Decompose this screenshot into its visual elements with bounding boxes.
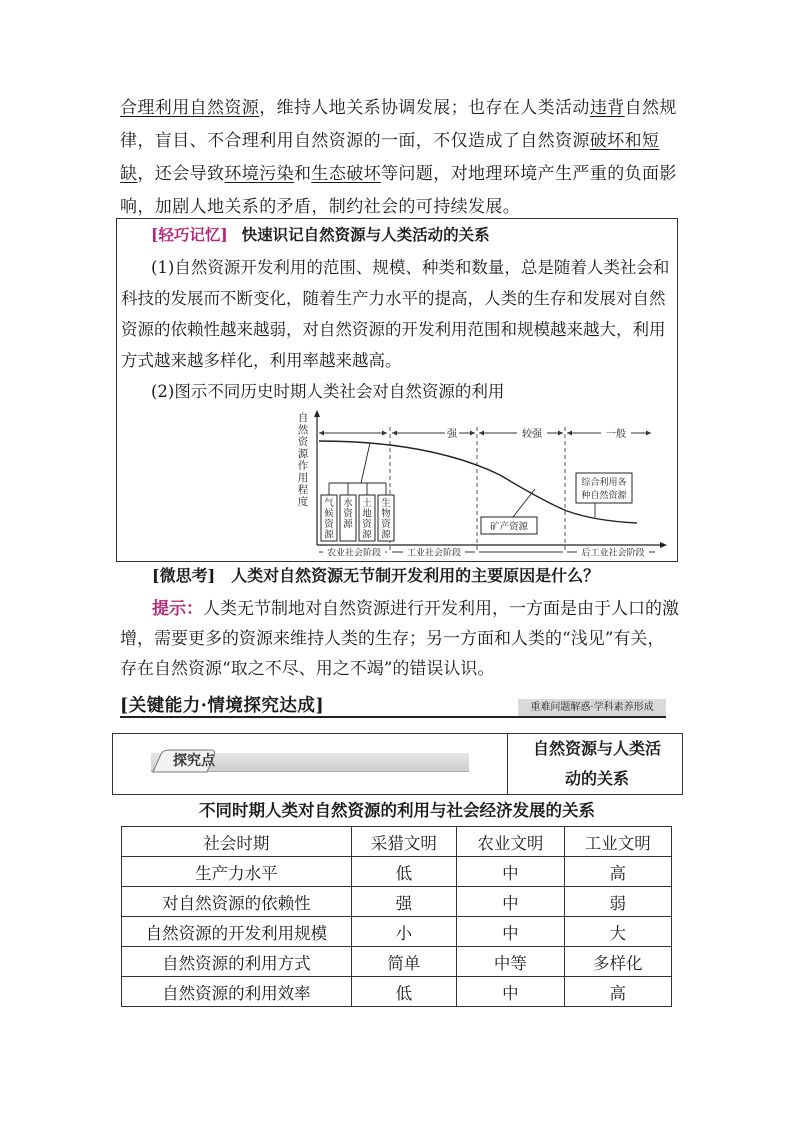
- table-cell: 大: [564, 917, 671, 947]
- table-cell: 高: [564, 977, 671, 1007]
- diagram-y-label: [298, 411, 309, 508]
- diagram-x-arrow: [660, 542, 667, 548]
- memory-tag: [轻巧记忆]: [151, 225, 228, 244]
- table-cell: 中: [457, 887, 564, 917]
- intro-seg-7: 和: [294, 164, 312, 184]
- diagram-y-label-char: 作: [297, 460, 309, 472]
- diagram-level-fairly-strong: 较强: [522, 429, 542, 440]
- diagram-y-label-char: 程: [297, 484, 309, 496]
- explore-box: [112, 733, 683, 795]
- hint-paragraph: [120, 594, 680, 684]
- memory-point-1: [121, 252, 673, 376]
- diagram-stage-agri: 农业社会阶段: [326, 548, 382, 557]
- table-cell: 中: [457, 857, 564, 887]
- table-row: [122, 857, 672, 887]
- hint-text: 人类无节制地对自然资源进行开发利用，一方面是由于人口的激增，需要更多的资源来维持人类的生存；另一方面和人类的“浅见”有关，存在自然资源“取之不尽、用之不竭”的错误认识。: [120, 599, 679, 679]
- table-row: [122, 887, 672, 917]
- table-row: [122, 977, 672, 1007]
- table-cell: 中等: [457, 947, 564, 977]
- diagram-stage-industrial: 工业社会阶段: [406, 548, 462, 557]
- table-cell: 中: [457, 977, 564, 1007]
- think-question-text: 人类对自然资源无节制开发利用的主要原因是什么？: [231, 566, 600, 585]
- hint-label: 提示：: [152, 599, 203, 619]
- table-header-cell: 采猎文明: [351, 827, 456, 857]
- memory-point-1-text: (1)自然资源开发利用的范围、规模、种类和数量，总是随着人类社会和科技的发展而不断变化，随着生产力水平的提高，人类的生存和发展对自然资源的依赖性越来越弱，对自然资源的开发利用范围和规模越来越大，利用方式越来越多样化，利用率越来越高。: [121, 258, 670, 370]
- intro-paragraph: [120, 92, 680, 224]
- table-title: 不同时期人类对自然资源的利用与社会经济发展的关系: [199, 801, 595, 820]
- intro-seg-3: 自然规律，盲目、不合理利用自然资源的一面，不仅造成了自然资源: [120, 98, 677, 151]
- diagram-resource-label: 土地资源: [362, 498, 372, 541]
- memory-box: [116, 218, 678, 562]
- table-cell: 高: [564, 857, 671, 887]
- think-question: [152, 563, 599, 586]
- intro-seg-2: 违背: [589, 98, 625, 118]
- table-cell: 小: [351, 917, 456, 947]
- explore-topic-line-2: 动的关系: [564, 769, 629, 788]
- table-cell: 自然资源的利用效率: [122, 977, 352, 1007]
- table-cell: 生产力水平: [122, 857, 352, 887]
- diagram-y-label-text: [298, 411, 309, 508]
- diagram-y-label-char: 资: [297, 436, 309, 448]
- diagram-y-label-char: 然: [297, 424, 309, 436]
- intro-seg-9: 等问题，对地理环境产生严重的负面影响，加剧人地关系的矛盾，制约社会的可持续发展。: [120, 164, 677, 217]
- intro-seg-0: 合理利用自然资源: [120, 98, 260, 118]
- relation-table: [121, 826, 672, 1007]
- memory-point-2: [121, 376, 673, 407]
- table-cell: 弱: [564, 887, 671, 917]
- explore-label: 探究点: [173, 753, 215, 769]
- table-cell: 中: [457, 917, 564, 947]
- diagram-y-label-char: 度: [297, 496, 309, 508]
- table-header-row: [122, 827, 672, 857]
- explore-divider: [507, 734, 508, 794]
- diagram-comprehensive-line-2: 种自然资源: [581, 491, 627, 501]
- table-cell: 自然资源的利用方式: [122, 947, 352, 977]
- intro-seg-5: ，还会导致: [137, 164, 225, 184]
- memory-heading: [151, 223, 490, 245]
- diagram-y-label-char: 自: [297, 412, 309, 424]
- table-header-cell: 社会时期: [122, 827, 352, 857]
- section-rule: [120, 716, 666, 718]
- explore-topic: [517, 734, 677, 794]
- table-row: [122, 947, 672, 977]
- section-title: [关键能力·情境探究达成]: [120, 696, 325, 716]
- diagram-level-strong: 强: [447, 429, 457, 440]
- diagram-y-label-char: 用: [297, 472, 309, 484]
- table-header-cell: 农业文明: [457, 827, 564, 857]
- diagram-comprehensive-line-1: 综合利用各: [581, 478, 627, 488]
- table-cell: 强: [351, 887, 456, 917]
- diagram-y-label-char: 源: [297, 448, 309, 460]
- table-cell: 简单: [351, 947, 456, 977]
- diagram-stage-post-industrial: 后工业社会阶段: [581, 548, 645, 557]
- table-cell: 低: [351, 857, 456, 887]
- table-cell: 自然资源的开发利用规模: [122, 917, 352, 947]
- diagram-resource-label: 气候资源: [324, 498, 334, 541]
- intro-seg-1: ，维持人地关系协调发展；也存在人类活动: [259, 98, 590, 118]
- resource-usage-diagram: [295, 407, 675, 557]
- diagram-mineral-label: 矿产资源: [489, 521, 529, 533]
- table-header-cell: 工业文明: [564, 827, 671, 857]
- think-tag: [微思考]: [152, 566, 216, 585]
- diagram-y-arrow: [314, 410, 320, 417]
- diagram-level-general: 一般: [606, 429, 626, 440]
- intro-seg-6: 环境污染: [224, 164, 295, 184]
- memory-title: 快速识记自然资源与人类活动的关系: [241, 225, 490, 244]
- section-badge: 重难问题解惑·学科素养形成: [518, 699, 666, 716]
- memory-point-2-text: (2)图示不同历史时期人类社会对自然资源的利用: [151, 382, 505, 401]
- diagram-resource-label: 水资源: [343, 498, 353, 530]
- explore-topic-line-1: 自然资源与人类活: [532, 739, 661, 758]
- intro-seg-8: 生态破坏: [311, 164, 382, 184]
- table-cell: 低: [351, 977, 456, 1007]
- diagram-resource-label: 生物资源: [381, 498, 391, 541]
- table-row: [122, 917, 672, 947]
- table-cell: 多样化: [564, 947, 671, 977]
- table-cell: 对自然资源的依赖性: [122, 887, 352, 917]
- intro-seg-4: 破坏和短缺: [120, 131, 660, 184]
